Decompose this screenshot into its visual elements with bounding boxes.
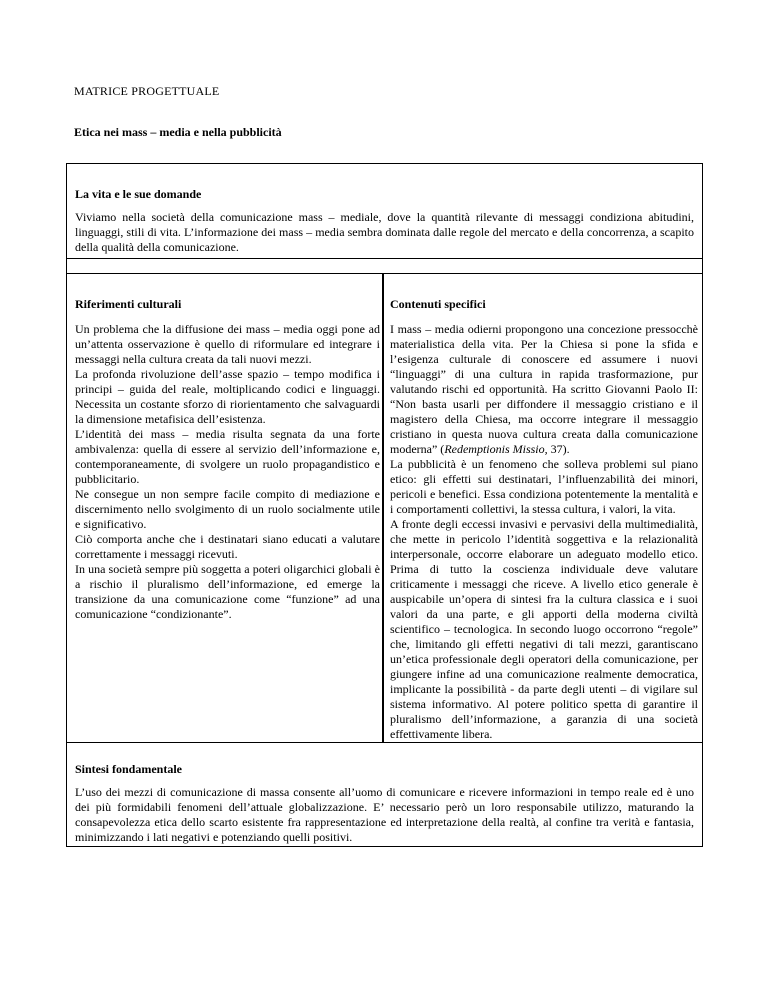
document-title: MATRICE PROGETTUALE (74, 84, 220, 98)
riferimenti-paragraph: In una società sempre più soggetta a poteri oligarchici globali è a rischio il pluralismo dell’informazione, ed emerge la transizione da una comunicazione come “funzione” ad una comunicazione “condizionante”. (75, 562, 380, 621)
two-column-row (67, 274, 702, 743)
riferimenti-paragraph: La profonda rivoluzione dell’asse spazio – tempo modifica i principi – guida del reale, moltiplicando codici e linguaggi. Necessita un costante sforzo di riorientamento che salvaguardi la dimensione metafisica dell’esistenza. (75, 367, 380, 426)
sintesi-heading: Sintesi fondamentale (75, 762, 183, 776)
vita-text: Viviamo nella società della comunicazione mass – mediale, dove la quantità rilevante di messaggi condiziona abitudini, linguaggi, stili di vita. L’informazione dei mass – media sembra dominata dalle regole del mercato e della concorrenza, a scapito della qualità della comunicazione. (75, 210, 694, 254)
contenuti-p1-text: I mass – media odierni propongono una concezione pressocchè materialistica della vita. Per la Chiesa si pone la sfida e l’esigenza culturale di conoscere ed assumere i nuovi “linguaggi” di una cultura in rapida trasformazione, pur valutando rischi ed opportunità. Ha scritto Giovanni Paolo II: “Non basta usarli per diffondere il messaggio cristiano e il magistero della Chiesa, ma occorre integrare il messaggio cristiano in questa nuova cultura creata dalla comunicazione moderna” ( (390, 322, 698, 456)
project-matrix-table (66, 163, 703, 847)
riferimenti-text (75, 322, 380, 622)
vita-heading: La vita e le sue domande (75, 187, 202, 201)
section-riferimenti (67, 274, 384, 742)
section-vita (67, 164, 702, 259)
riferimenti-heading: Riferimenti culturali (75, 297, 182, 311)
riferimenti-paragraph: Un problema che la diffusione dei mass – media oggi pone ad un’attenta osservazione è quello di riformulare ed integrare i messaggi nella cultura creata da tali nuovi mezzi. (75, 322, 380, 366)
citation-title: Redemptionis Missio, (444, 442, 548, 456)
section-sintesi (67, 743, 702, 846)
contenuti-paragraph: A fronte degli eccessi invasivi e pervasivi della multimedialità, che mette in pericolo l’identità soggettiva e la relazionalità interpersonale, occorre elaborare un adeguato modello etico. Prima di tutto la coscienza individuale deve valutare criticamente i messaggi che riceve. A livello etico generale è auspicabile un’opera di sintesi fra la cultura classica e i suoi valori da una parte, e gli apporti della moderna civiltà scientifico – tecnologica. In secondo luogo occorrono “regole” che, limitando gli effetti negativi di tali mezzi, garantiscano un’etica professionale degli operatori della comunicazione, per giungere infine ad una comunicazione realmente democratica, implicante la possibilità - da parte degli utenti – di vigilare sul sistema informativo. Al potere politico spetta di garantire il pluralismo dell’informazione, a garanzia di una società effettivamente libera. (390, 517, 698, 741)
contenuti-p1-end: 37). (547, 442, 570, 456)
riferimenti-paragraph: Ciò comporta anche che i destinatari siano educati a valutare correttamente i messaggi ricevuti. (75, 532, 380, 561)
contenuti-text (390, 322, 698, 742)
document-subtitle: Etica nei mass – media e nella pubblicità (74, 125, 282, 139)
contenuti-paragraph (390, 322, 698, 457)
riferimenti-paragraph: Ne consegue un non sempre facile compito di mediazione e discernimento nello svolgimento di un ruolo socialmente utile e significativo. (75, 487, 380, 531)
riferimenti-paragraph: L’identità dei mass – media risulta segnata da una forte ambivalenza: quella di essere al servizio dell’informazione e, contemporaneamente, di svolgere un ruolo propagandistico e pubblicitario. (75, 427, 380, 486)
contenuti-heading: Contenuti specifici (390, 297, 486, 311)
sintesi-text: L’uso dei mezzi di comunicazione di massa consente all’uomo di comunicare e ricevere informazioni in tempo reale ed è uno dei più formidabili fenomeni dell’attuale globalizzazione. E’ necessario però un loro responsabile utilizzo, maturando la consapevolezza etica dello scarto esistente fra rappresentazione ed interpretazione della realtà, al confine tra verità e fantasia, minimizzando i lati negativi e potenziando quelli positivi. (75, 785, 694, 844)
section-contenuti (384, 274, 702, 742)
empty-row (67, 259, 702, 274)
contenuti-paragraph: La pubblicità è un fenomeno che solleva problemi sul piano etico: gli effetti sui destinatari, l’influenzabilità dei minori, pericoli e benefici. Essa condiziona potentemente la mentalità e i comportamenti collettivi, la stessa cultura, i valori, la vita. (390, 457, 698, 516)
